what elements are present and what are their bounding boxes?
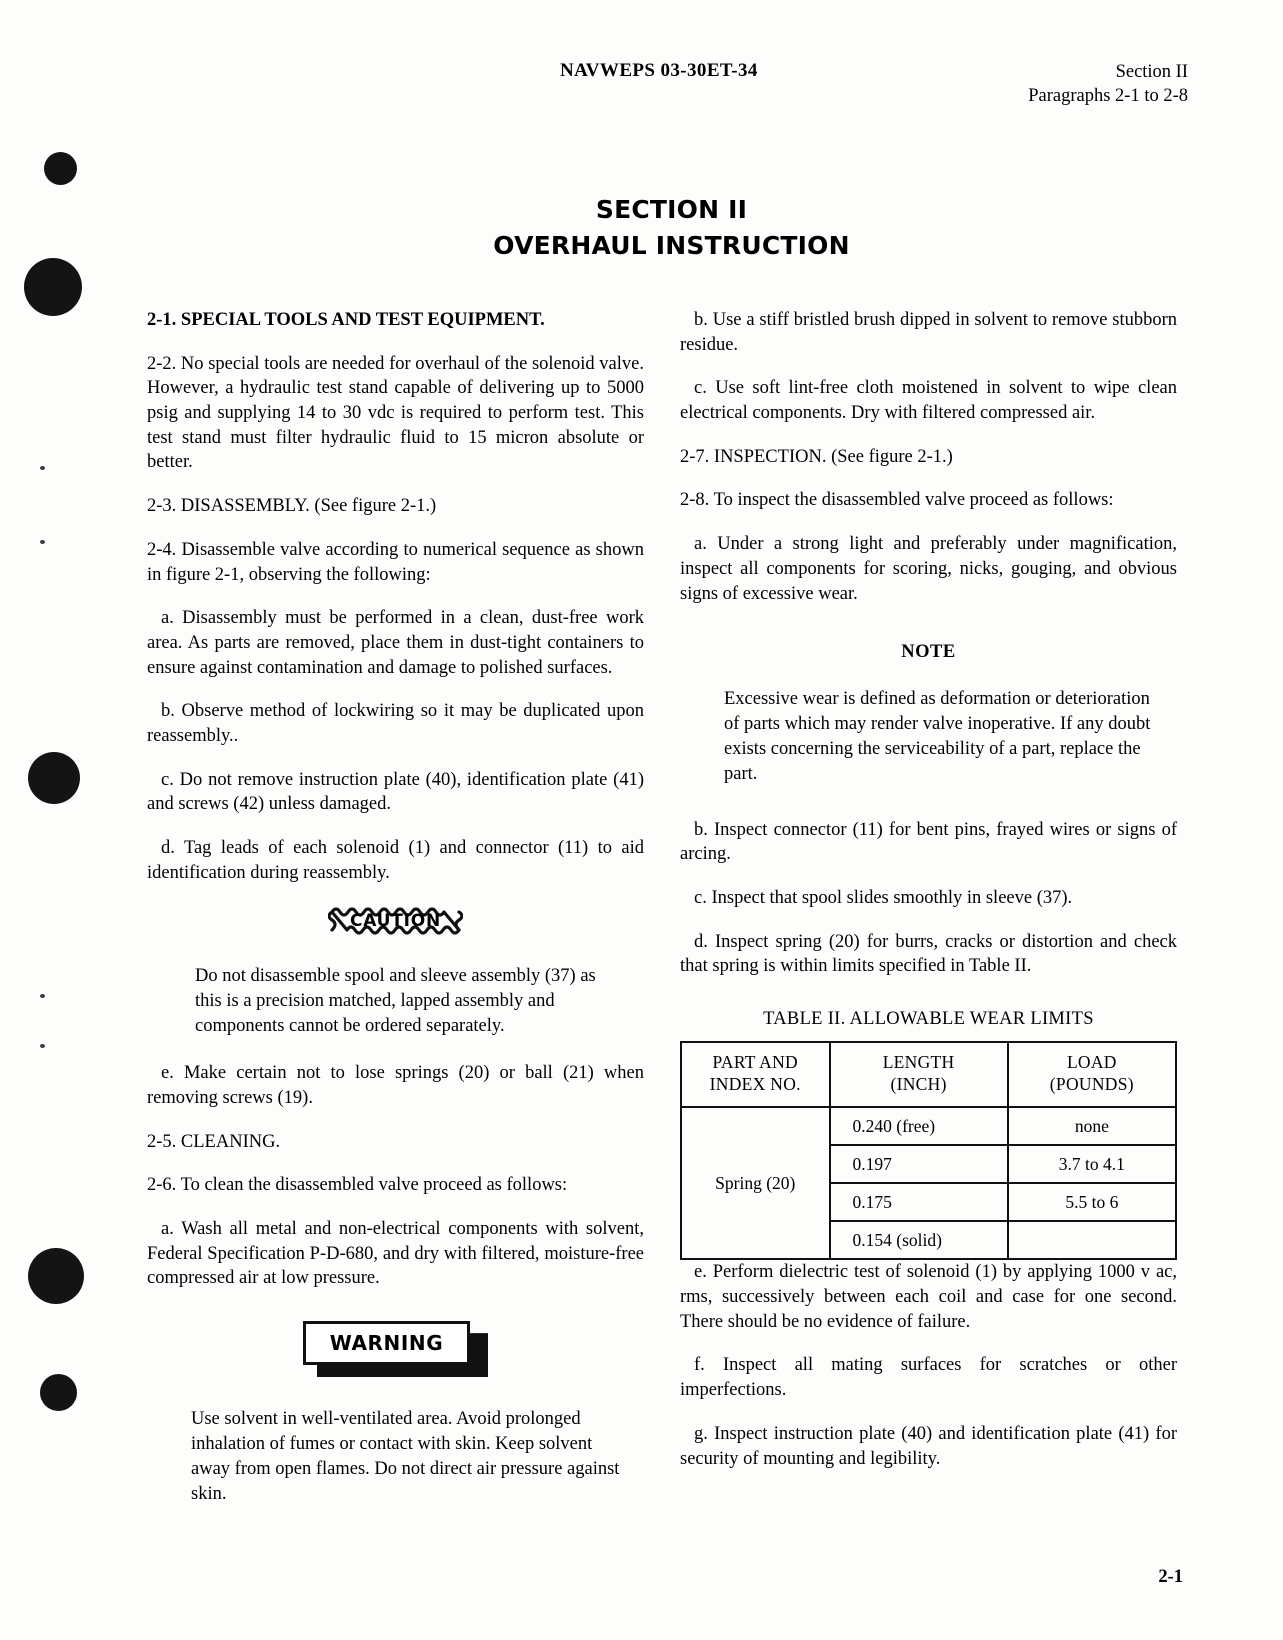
cell-load [1008,1221,1176,1259]
para-2-8-a: a. Under a strong light and preferably under magnification, inspect all components for scoring, nicks, gouging, and obvious signs of excessive wear. [680,534,1177,604]
para-2-6-b: b. Use a stiff bristled brush dipped in solvent to remove stubborn residue. [680,310,1177,355]
para-2-8-c: c. Inspect that spool slides smoothly in sleeve (37). [694,887,1073,908]
col-header-length-line1: LENGTH [882,1051,955,1072]
para-2-4-d: d. Tag leads of each solenoid (1) and connector (11) to aid identification during reassembly. [147,838,644,883]
para-2-6-c: c. Use soft lint-free cloth moistened in solvent to wipe clean electrical components. Dry with filtered compressed air. [680,378,1177,424]
para-2-3-heading: 2-3. DISASSEMBLY. (See figure 2-1.) [147,496,437,517]
warning-label: WARNING [329,1330,444,1355]
para-2-4-b: b. Observe method of lockwiring so it may be duplicated upon reassembly.. [147,701,644,746]
para-2-8-g: g. Inspect instruction plate (40) and identification plate (41) for security of mounting and legibility. [680,1423,1177,1469]
cell-length: 0.175 [830,1183,1008,1221]
punch-hole-mark [24,258,82,316]
section-title-line1: SECTION II [595,195,748,224]
margin-tick-mark [40,1044,45,1048]
punch-hole-mark [40,1374,77,1411]
caution-banner [147,904,644,938]
para-2-4-e: e. Make certain not to lose springs (20) or ball (21) when removing screws (19). [147,1063,644,1108]
table-body [681,1107,1176,1259]
col-header-part-line2: INDEX NO. [709,1073,801,1094]
warning-box [303,1321,488,1377]
caution-box [328,904,463,938]
table-header [681,1042,1176,1108]
cell-length: 0.154 (solid) [830,1221,1008,1259]
para-2-6-a: a. Wash all metal and non-electrical components with solvent, Federal Specification P-D-680, and dry with filtered, moisture-free compressed air at low pressure. [147,1219,644,1289]
para-2-7-heading: 2-7. INSPECTION. (See figure 2-1.) [680,446,953,467]
document-number: NAVWEPS 03-30ET-34 [560,60,758,81]
margin-tick-mark [40,466,45,470]
page-title [0,192,1283,263]
para-2-5-heading: 2-5. CLEANING. [147,1131,281,1152]
warning-banner [147,1321,644,1377]
para-2-8-b: b. Inspect connector (11) for bent pins, frayed wires or signs of arcing. [680,819,1177,865]
table-caption: TABLE II. ALLOWABLE WEAR LIMITS [763,1008,1094,1029]
col-header-part-line1: PART AND [712,1051,798,1072]
para-2-4-a: a. Disassembly must be performed in a clean, dust-free work area. As parts are removed, place them in dust-tight containers to ensure against contamination and damage to polished surfaces. [147,608,644,678]
para-2-8: 2-8. To inspect the disassembled valve proceed as follows: [680,490,1114,511]
col-header-load [1008,1042,1176,1108]
section-label: Section II [1115,62,1188,82]
para-2-8-e: e. Perform dielectric test of solenoid (1) by applying 1000 v ac, rms, successively between each coil and case for one second. There should be no evidence of failure. [680,1262,1177,1332]
para-2-6: 2-6. To clean the disassembled valve proceed as follows: [147,1175,568,1196]
para-2-1-heading: 2-1. SPECIAL TOOLS AND TEST EQUIPMENT. [147,310,545,330]
cell-load: 3.7 to 4.1 [1008,1145,1176,1183]
section-title-line2: OVERHAUL INSTRUCTION [493,230,850,260]
caution-text: Do not disassemble spool and sleeve assembly (37) as this is a precision matched, lapped assembly and components cannot be ordered separately. [195,966,596,1037]
col-header-load-line2: (POUNDS) [1049,1073,1134,1094]
paragraph-range-label: Paragraphs 2-1 to 2-8 [1028,86,1188,107]
col-header-length [830,1042,1008,1108]
col-header-length-line2: (INCH) [890,1073,947,1094]
cell-length: 0.240 (free) [830,1107,1008,1145]
para-2-8-f: f. Inspect all mating surfaces for scratches or other imperfections. [680,1355,1177,1401]
cell-load: none [1008,1107,1176,1145]
header-right-block [1028,60,1188,109]
para-2-8-d: d. Inspect spring (20) for burrs, cracks or distortion and check that spring is within limits specified in Table II. [680,931,1177,977]
margin-tick-mark [40,540,45,544]
cell-load: 5.5 to 6 [1008,1183,1176,1221]
table-header-row [681,1042,1176,1108]
punch-hole-mark [28,752,80,804]
col-header-part-index [681,1042,830,1108]
col-header-load-line1: LOAD [1066,1051,1117,1072]
para-2-4-c: c. Do not remove instruction plate (40), identification plate (41) and screws (42) unless damaged. [147,769,644,815]
left-column [147,308,644,1529]
cell-part-label: Spring (20) [681,1107,830,1259]
note-label: NOTE [901,642,956,663]
right-column [680,308,1177,1471]
warning-text: Use solvent in well-ventilated area. Avoid prolonged inhalation of fumes or contact with skin. Keep solvent away from open flames. Do not direct air pressure against skin. [191,1409,620,1504]
caution-label: CAUTION [349,911,442,932]
punch-hole-mark [28,1248,84,1304]
para-2-4: 2-4. Disassemble valve according to numerical sequence as shown in figure 2-1, observing the following: [147,539,644,585]
cell-length: 0.197 [830,1145,1008,1183]
page-number: 2-1 [1158,1567,1183,1587]
allowable-wear-limits-table [680,1041,1177,1261]
punch-hole-mark [44,152,77,185]
note-text: Excessive wear is defined as deformation or deterioration of parts which may render valve inoperative. If any doubt exists concerning the serviceability of a part, replace the part. [724,688,1151,785]
margin-tick-mark [40,994,45,998]
table-row [681,1107,1176,1145]
para-2-2: 2-2. No special tools are needed for overhaul of the solenoid valve. However, a hydraulic test stand capable of delivering up to 5000 psig and supplying 14 to 30 vdc is required to perform test. This test stand must filter hydraulic fluid to 15 micron absolute or better. [147,353,644,473]
